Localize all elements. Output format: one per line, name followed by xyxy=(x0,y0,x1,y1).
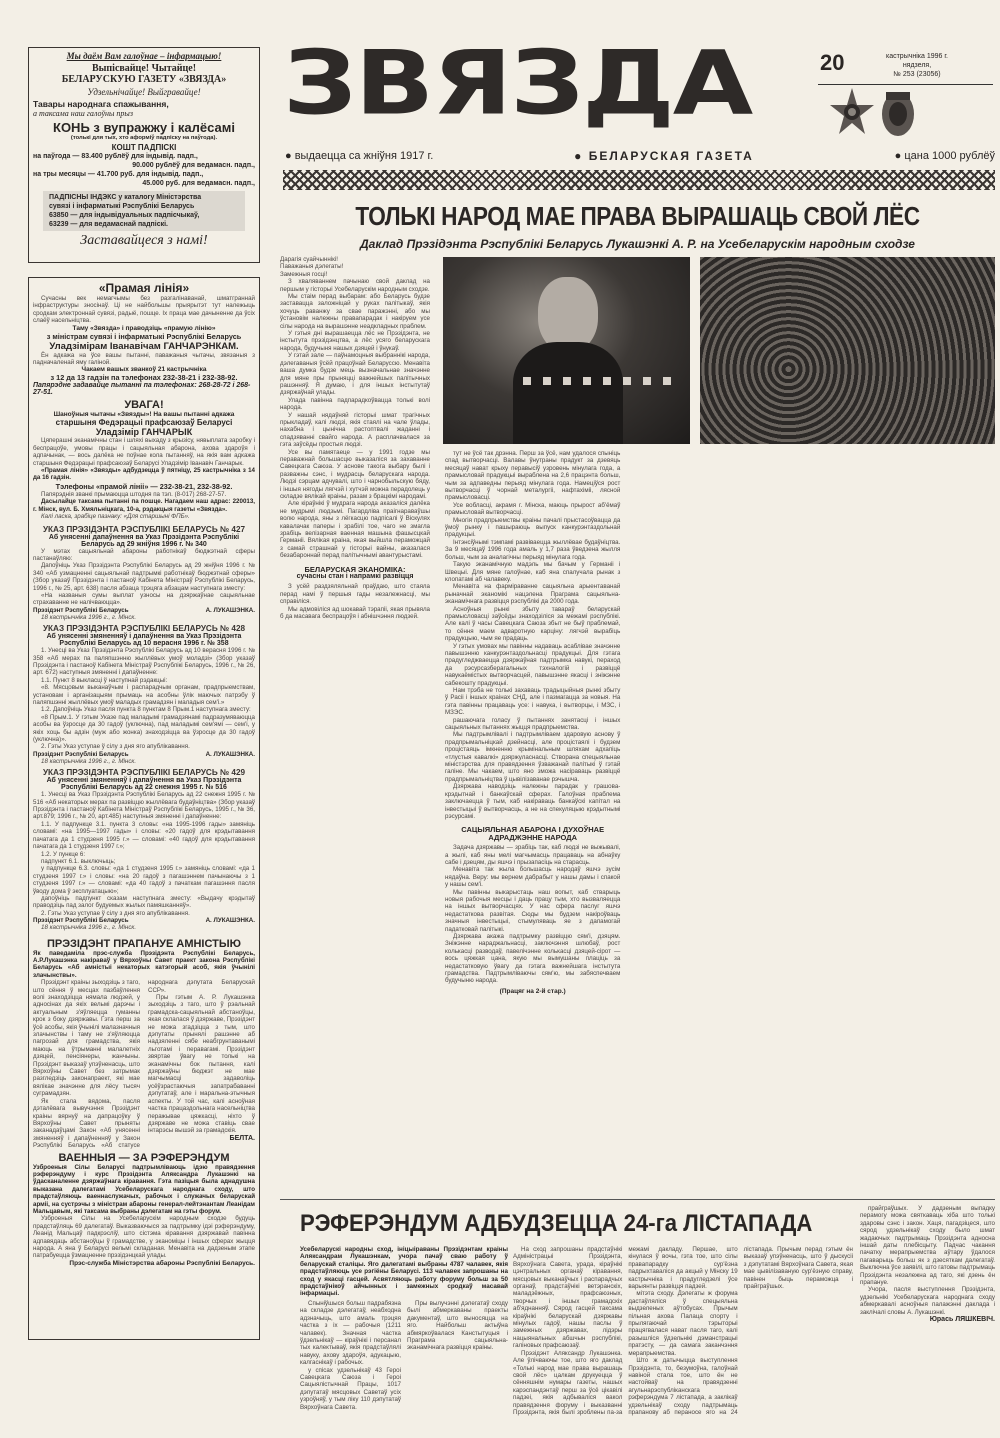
hotline-wait: Чакаем вашых званкоў 21 кастрычніка xyxy=(81,366,207,374)
referendum-para: На сход запрошаны прадстаўнікі Адміністрацыі Прэзідэнта, Вярхоўнага Савета, урада, кіраўнікі цэнтральных органаў кіравання, мясцовых выканаўчых і распарадчых органаў, прадстаўнікі ветэранскіх, маладзёжных, прафсаюзных, творчых і іншых грамадскіх аб'яднанняў. Сярод гасцей таксама кіраўнікі беларускай дзяржавы мінулых гадоў, нашы паслы ў замежных дзяржавах, лідэры нацыянальных абшчын рэспублікі, галіновых прафсаюзаў. xyxy=(513,1246,623,1350)
amnesty-para: Пры гэтым А. Р. Лукашэнка зыходзіць з таго, што ў рэальнай грамадска-сацыяльнай абстаноўцы, якая склалася ў дзяржаве, Прэзідэнт не можа згадзіцца з тым, што дэпутаты прынялі рашэнне аб надзяленні сябе неабгрунтаванымі льготамі і перавагамі. Прэзідэнт звяртае ўвагу не толькі на эканамічны бок пытання, калі дзяржаўны бюджэт не мае магчымасці задаволіць усёўзрастаючыя запатрабаванні дэпутатаў, але і маральна-этычныя аспекты. У той час, калі асноўная частка працаздольнага насельніцтва перажывае цяжкасці, ніхто ў дзяржаве не можа ставіць свае інтарэсы вышэй за грамадскія. xyxy=(148,994,255,1135)
masthead-logo: ЗВЯЗДА xyxy=(283,30,752,135)
hotline-title: «Прамая лінія» xyxy=(98,281,190,295)
article-para: Нам трэба не толькі захаваць традыцыйныя рынкі збыту ў Расіі і іншых краінах СНД, але і пазмагацца за новыя. На гэта павінны працаваць усе: і навука, і вытворцы, і МЗС, і МЗЭС. xyxy=(445,687,621,717)
social-heading: САЦЫЯЛЬНАЯ АБАРОНА І ДУХОЎНАЕ АДРАДЖЭННЕ НАРОДА xyxy=(461,825,605,842)
article-para: У гэтыя дні вырашаецца лёс не Прэзідэнта, не інстытута прэзідэнцтва, а лёс усяго беларускага народа, будучыня нашых дзяцей і ўнукаў. xyxy=(280,330,430,352)
tagline-founded-text: выдаецца са жніўня 1917 г. xyxy=(294,150,434,162)
index-line: 63850 — для індывідуальных падпісчыкаў, xyxy=(49,212,200,219)
subscription-participate: Удзельнічайце! Выйгравайце! xyxy=(87,87,201,97)
decree-para: 1.1. У падпункце 3.1. пункта 3 словы: «на 1995-1996 гады» замяніць словамі: «на 1995—1997 гады» і словы: «20 гадоў для крэдытавання пачатага да 1 студзеня 1995 г.» — словамі: «40 гадоў для крэдытавання пачатага да 1 студзеня 1997 г.»; xyxy=(33,820,255,851)
subscription-slogan: Мы даём Вам галоўнае – інфармацыю! xyxy=(66,51,222,61)
article-para: Многія прадпрыемствы краіны пачалі прыстасоўвацца да ўмоў рынку і пашыраюць выпуск канкурэнтаздольнай прадукцыі. xyxy=(445,516,621,539)
attention-l2: старшыня Федэрацыі прафсаюзаў Беларусі xyxy=(55,418,233,428)
cost-line: 45.000 руб. для ведамасн. падп., xyxy=(142,180,255,187)
decree-para: «8. Мясцовым выканаўчым і распарадчым органам, прадпрыемствам, установам і арганізацыям прымаць на асобны ўлік маючых патрэбу ў паляпшэнні жыллёвых умоў маладых грамадзян і маладыя сем'і.» xyxy=(33,684,255,706)
article-para: У гэтых умовах мы павінны надаваць асаблівае значэнне павышэнню канкурэнтаздольнасці прадукцыі. Для гэтага прадугледжваецца дзяржаўная падтрымка навукі, пераход да рэсурсазберагальных тэхналогій і развіццё навукаёмістых вытворчасцей, павышэнне якасці і зніжэнне сабекошту прадукцыі. xyxy=(445,642,621,687)
issue-number: № 253 (23056) xyxy=(893,71,941,78)
hotline-answer: Ён адкажа на ўсе вашы пытанні, паважаныя чытачы, звязаныя з падначаленай яму галіной. xyxy=(33,351,255,367)
referendum-para: Спыніўшыся больш падрабязна на складзе дэлегатаў, неабходна адзначыць, што амаль трэцяя частка з іх — рабочыя (1211 чалавек). Значная частка ўдзельнікаў — кіраўнікі і персанал тых калектываў, якія прадстаўлялі навуку, ахову здароўя, адукацыю, калгаснікаў і рабочых. xyxy=(300,1300,401,1367)
article-para: Задача дзяржавы — зрабіць так, каб людзі не выжывалі, а жылі, каб яны мелі магчымасць працаваць на абнаўку сабе і дзецям, ды яшчэ і прызапасіць на старасць. xyxy=(445,844,621,866)
decree-para: 2. Гэты Указ уступае ў сілу з дня яго апублікавання. xyxy=(41,909,190,917)
hotline-guest: Уладзімірам Іванавічам ГАНЧАРЭНКАМ. xyxy=(49,340,239,352)
referendum-para: Што ж датычыцца выступлення Прэзідэнта, то, безумоўна, галоўнай навіной стала тое, што ён не настойваў на правядзенні агульнарэспубліканскага рэферэндума 7 лістапада, а заклікаў удзельнікаў сходу падтрымаць прапанову аб пераносе яго на 24 лістапада. Прычым перад гэтым ён выказаў упэўненасць, што ў дыскусіі з дэпутатамі Вярхоўнага Савета, якая мае цывілізаваную сур'ёзную справу, павінен быць пераможца і прайграўшых. xyxy=(628,1246,853,1416)
subscription-paper: БЕЛАРУСКУЮ ГАЗЕТУ «ЗВЯЗДА» xyxy=(61,74,227,85)
decree-429 xyxy=(33,768,255,931)
article-para: Менавіта так жыла большасць народаў яшчэ зусім нядаўна. Веру: мы вернем дабрабыт у нашы дамы і спакой у нашы сем'і. xyxy=(445,866,621,889)
amnesty-para: Як стала вядома, пасля дэталёвага вывучэння Прэзідэнт краіны вярнуў на дапрацоўку ў Вярхоўны Савет прыняты заканадаўцамі Закон «Аб унясенні змяненняў і дапаўненняў у Закон Рэспублікі Беларусь «Аб статусе народнага дэпутата Беларускай ССР». xyxy=(33,979,255,1150)
section-divider xyxy=(280,1199,995,1200)
referendum-para: Учора, пасля выступлення Прэзідэнта, удзельнікі Усебеларускага народнага сходу абмеркавалі асноўныя палажэнні даклада і заклічалі словы А. Лукашэнкі. xyxy=(860,1286,995,1316)
continued-link[interactable]: (Працяг на 2-й стар.) xyxy=(499,987,566,995)
article-para: У гэтай зале — паўнамоцныя выбраннікі народа, дэлегаваныя ўсёй працоўнай Беларуссю. Менавіта ваша думка будзе мець вызначальнае значэнне для мяне пры прыняцці важнейшых палітычных рашэнняў. Я думаю, і для іншых інстытутаў дзяржаўнай улады. xyxy=(280,352,430,397)
article-para: Мы адмовіліся ад шокавай тэрапіі, якая прывяла б да масавага беспрацоўя і абнішчэння людзей. xyxy=(280,605,430,621)
left-info-box xyxy=(28,277,260,1340)
economy-subheading: сучасны стан і напрамкі развіцця xyxy=(296,573,414,581)
order-patriotic-war-icon xyxy=(830,88,874,138)
main-headline: ТОЛЬКІ НАРОД МАЕ ПРАВА ВЫРАШАЦЬ СВОЙ ЛЁС xyxy=(355,201,920,231)
index-line: ПАДПІСНЫ ІНДЭКС у каталогу Міністэрства xyxy=(49,194,202,201)
attention-text: Цяперашні эканамічны стан і шляхі выхаду з крызісу, нявыплата заробку і беспрацоўе, умовы працы і сацыяльная абарона, ахова здароўя і адпачынак, — вось далёка не поўнае кола пытанняў, на якія вам адкажа старшыня Федэрацыі прафсаюзаў Беларусі Уладзімір Іванавіч Ганчарык. xyxy=(33,437,255,467)
decree-para: Дапоўніць Указ Прэзідэнта Рэспублікі Беларусь ад 29 жніўня 1996 г. № 340 «Аб узмацненні сацыяльнай падтрымкі работнікаў бюджэтнай сферы» (Збор указаў Прэзідэнта і пастаноў Кабінета Міністраў Рэспублікі Беларусь, 1996 г., № 25, арт. 638) пасля абзаца трэцяга абзацам наступнага зместу: xyxy=(33,562,255,592)
ornament-band xyxy=(283,170,995,190)
referendum-para: у спісах удзельнікаў 43 Героі Савецкага Саюза і Героі Сацыялістычнай Працы, 1017 дэпутатаў мясцовых Саветаў усіх узроўняў, у тым ліку 110 дэпутатаў Вярхоўнага Савета. xyxy=(300,1366,401,1411)
attention-guest: Уладзімір ГАНЧАРЫК xyxy=(95,427,193,438)
signer-role: Прэзідэнт Рэспублікі Беларусь xyxy=(33,606,129,614)
article-para: Такую эканамічную мадэль мы бачым у Германіі і Швецыі. Для мяне галоўнае, каб яна спалучала рынак з клопатамі аб чалавеку. xyxy=(445,561,621,583)
hotline-advance: Папярэдне задавайце пытанні па тэлефонах: 268-28-72 і 268-27-51. xyxy=(33,382,251,397)
military-title: ВАЕННЫЯ — ЗА РЭФЕРЭНДУМ xyxy=(58,1151,230,1164)
military-article xyxy=(33,1152,255,1267)
signer-role: Прэзідэнт Рэспублікі Беларусь xyxy=(33,750,129,758)
cost-line: 90.000 рублёў для ведамасн. падп., xyxy=(132,162,255,169)
hotline-phones: з 12 да 13 гадзін па тэлефонах 232-38-21 і 232-38-92. xyxy=(50,373,238,383)
subscription-prize-note: (толькі для тых, хто аформіў падпіску на паўгода). xyxy=(70,135,218,141)
main-col1 xyxy=(280,256,430,1196)
decree-title: УКАЗ ПРЭЗІДЭНТА РЭСПУБЛІКІ БЕЛАРУСЬ № 428 xyxy=(42,624,246,634)
article-para: Інтэнсіўнымі тэмпамі развіваецца жыллёвае будаўніцтва. За 9 месяцаў 1996 года амаль у 1,7 раза ўведзена жылля больш, чым за аналагічны перыяд мінулага года. xyxy=(445,538,621,561)
attention-mail: Дасылайце таксама пытанні па пошце. Нагадаем наш адрас: 220013, г. Мінск, вул. Б. Хмяльніцкага, 10-а, рэдакцыя газеты «Звязда». xyxy=(33,498,255,513)
decree-para: 2. Гэты Указ уступае ў сілу з дня яго апублікавання. xyxy=(41,743,190,751)
main-subhead: Даклад Прэзідэнта Рэспублікі Беларусь Лукашэнкі А. Р. на Усебеларускім народным сходзе xyxy=(360,237,915,251)
article-para: Дзяржава наводзіць належны парадак у грашова-крэдытнай і банкаўскай сферах. Галоўная праблема заключаецца ў тым, каб накіраваць банкаўскі капітал на інвестыцыі ў вытворчасць, а не на спекуляцыю крэдытнымі рэсурсамі. xyxy=(445,783,621,820)
economy-heading: БЕЛАРУСКАЯ ЭКАНОМІКА: xyxy=(304,564,406,574)
referendum-col-1 xyxy=(300,1300,508,1420)
masthead-divider xyxy=(818,84,993,85)
subscription-prize-intro: а таксама наш галоўны прыз xyxy=(33,109,133,118)
decree-para: «8 Прым.1. У гэтым Указе пад маладымі грамадзянамі падразумяваюцца асобы ва ўзросце да 30 гадоў (уключна), пад маладымі сем'ямі — сем'і, у якіх хоць бы адзін (муж або жонка) знаходзіцца ва ўзросце да 30 гадоў (уключна)». xyxy=(33,713,255,744)
article-para: Улада павінна падпарадкоўвацца толькі волі народа. xyxy=(280,396,430,412)
article-para: Дзяржава акажа падтрымку развіццю сям'і, дзяцям. Зніжэнне нараджальнасці, заключэння шлюбаў, рост колькасці разводаў, павелічэнне колькасці дзяцей-сірот — вось цяжкая цана, якую мы вымушаны плаціць за недастатковую ўвагу да гэтага важнейшага інстытута грамадства. Падтрымліваючы сям'ю, мы забяспечваем будучыню народа. xyxy=(445,933,621,985)
signer: А. ЛУКАШЭНКА. xyxy=(205,750,255,758)
greeting: Замежныя госці! xyxy=(280,270,328,278)
dateline: 18 кастрычніка 1996 г., г. Мінск. xyxy=(41,613,137,621)
amnesty-lead: Як паведаміла прэс-служба Прэзідэнта Рэспублікі Беларусь, А.Р.Лукашэнка накіраваў у Вярхоўны Савет праект закона Рэспублікі Беларусь «Аб амністыі некаторых катэгорый асоб, якія ўчынілі злачынствы». xyxy=(33,949,255,979)
signer-role: Прэзідэнт Рэспублікі Беларусь xyxy=(33,917,129,925)
main-rest-columns xyxy=(445,450,995,1195)
attention-title: УВАГА! xyxy=(124,399,164,412)
article-para: Мы падтрымлівалі і падтрымліваем здаровую аснову ў прадпрымальніцкай дзейнасці, але процістаялі і будзем процістаяць імкненню крымінальным шляхам адхапіць «тлустыя кавалкі» дзяржуласнасці. Створана спецыяльнае міністэрства для правядзення ўзважанай палітыкі ў гэтай галіне. Мы чакаем, што яно зможа насіраваць развіццё прадпрымальніцтва ў цывілізаванае рэчышча. xyxy=(445,731,621,783)
tagline-founded: ● выдаецца са жніўня 1917 г. xyxy=(285,150,434,162)
tagline-price: ● цана 1000 рублёў xyxy=(894,150,995,162)
photo-president-speaking xyxy=(443,257,690,444)
decree-title: УКАЗ ПРЭЗІДЭНТА РЭСПУБЛІКІ БЕЛАРУСЬ № 427 xyxy=(42,524,246,534)
referendum-columns xyxy=(513,1246,853,1421)
decree-427 xyxy=(33,525,255,622)
referendum-last-col xyxy=(860,1205,995,1423)
issue-day: 20 xyxy=(820,50,845,75)
amnesty-title: ПРЭЗІДЭНТ ПРАПАНУЕ АМНІСТЫЮ xyxy=(47,937,241,950)
article-para: З усёй раздзяляльнай праўдаю, што стаяла перад намі ў першыя гады незалежнасці, мы справіліся. xyxy=(280,583,430,606)
article-para: Мы павінны выкарыстаць наш вопыт, каб стварыць новыя рабочыя месцы і даць працу тым, хто вызваляецца на іншых вытворчасцях. У нас сфера паслуг яшчэ недастаткова развітая. Сюды мы будзем накіроўваць значныя інвестыцыі, стымуляваць яе з дапамогай падатковай палітыкі. xyxy=(445,888,621,933)
tagline-price-text: цана 1000 рублёў xyxy=(904,150,995,162)
decree-para: «На названыя сумы выплат узносы на дзяржаўнае сацыяльнае страхаванне не налічваюцца». xyxy=(33,591,255,607)
referendum-lead: Усебеларускі народны сход, ініцыіраваны Прэзідэнтам краіны Аляксандрам Лукашэнкам, учора пачаў сваю работу ў беларускай сталіцы. Яго далегатамі выбраны 4787 чалавек, якія прадстаўляюць усе рэгіёны Беларусі. 113 чалавек запрошаны на сход у якасці гасцей. Асвятляюць работу форуму больш за 50 прадстаўнікоў айчынных і замежных сродкаў масавай інфармацыі. xyxy=(300,1246,508,1298)
tagline-paper-text: БЕЛАРУСКАЯ ГАЗЕТА xyxy=(588,149,754,163)
hotline-l1: Таму «Звязда» і праводзіць «прамую лінію» xyxy=(72,324,216,332)
subscription-prize: КОНЬ з вупражжу і калёсамі xyxy=(53,120,235,135)
attention-mark: Калі ласка, зрабіце пазнаку: «Для старшыні ФПБ». xyxy=(41,513,190,521)
article-para: Але кіраўнікі ў мудрага народа аказаліся далёка не мудрымі людзьмі. Пагардліва праігнараваўшы волю народа, яны з лёгкасцю падпісалі ў Віскулях кавалачак паперы і зрабілі тое, чаго не змагла зрабіць велізарная ваенная машына фашысцкай Германіі. Вялікая краіна, якая выйшла пераможцай з самай страшнай у гісторыі вайны, аказалася безабароннай перад палітычнымі авантурыстамі. xyxy=(280,500,430,560)
decree-subtitle: Аб унясенні змяненняў і дапаўнення ва Указ Прэзідэнта Рэспублікі Беларусь ад 10 верасня 1996 г. № 358 xyxy=(46,633,242,648)
article-para: тут не ўсё так дрэнна. Перш за ўсё, нам удалося спыніць спад вытворчасці. Валавы ўнутраны прадукт за дзевяць месяцаў нават крыху перавысіў узровень мінулага года, а прамысловай прадукцыі выраблена на 2,6 працэнта больш, чым за адпаведны перыяд мінулага года. Намеціўся рост вытворчасці ў чорнай металургіі, нафтахіміі, лясной прамысловасці. xyxy=(445,450,621,502)
decree-para: 1. Унесці ва Указ Прэзідэнта Рэспублікі Беларусь ад 10 верасня 1996 г. № 358 «Аб мерах па паляпшэнню жыллёвых умоў моладзі» (Збор указаў Прэзідэнта і пастаноў Кабінета Міністраў Рэспублікі Беларусь, 1996 г., № 26, арт. 672) наступныя змяненні і дапаўненне: xyxy=(33,647,255,677)
decree-para: падпункт 6.1. выключыць; xyxy=(41,857,116,865)
tagline-row xyxy=(285,149,995,163)
dateline: 18 кастрычніка 1996 г., г. Мінск. xyxy=(41,757,137,765)
signer: А. ЛУКАШЭНКА. xyxy=(205,917,255,925)
hotline-l2: з міністрам сувязі і інфарматыкі Рэспублікі Беларусь xyxy=(46,331,242,341)
article-para: Асноўныя рынкі збыту тавараў беларускай прамысловасці заўсёды знаходзіліся за межамі рэспублікі. Але калі ў часы Савецкага Саюза збыт не быў праблемай, то сёння маем адваротную карціну: лягчэй вырабіць прадукцыю, чым яе прадаць. xyxy=(445,605,621,643)
decree-para: у падпункце 6.3. словы: «да 1 студзеня 1995 г.» замяніць словамі: «да 1 студзеня 1997 г.» і словы: «на 20 гадоў з пагашэннем пачынаючы з 1 студзеня 1997 г.» — словамі: «да 40 гадоў з пачаткам пагашэння пасля ўводу дома ў эксплуатацыю»; xyxy=(33,865,255,895)
article-para: Усе вы памятаеце — у 1991 годзе мы пераважнай большасцю выказаліся за захаванне Савецкага Саюза. У аснове такога выбару былі і разважны сэнс, і мудрасць беларускага народа. Людзі сэрцам адчувалі, што і чарнобыльскую бяду, і іншыя нягоды лягчэй і хутчэй можна перадолець у складзе вялікай краіны, разам з брацкімі народамі. xyxy=(280,448,430,500)
decree-subtitle: Аб унясенні змяненняў і дапаўнення ва Указ Прэзідэнта Рэспублікі Беларусь ад 22 снежня 1995 г. № 516 xyxy=(46,777,242,792)
attention-phones: Тэлефоны «прамой лініі» — 232-38-21, 232-38-92. xyxy=(55,481,233,491)
signer: А. ЛУКАШЭНКА. xyxy=(205,606,255,614)
order-red-banner-icon xyxy=(880,88,916,138)
issue-info xyxy=(852,52,982,79)
military-lead: Узброеныя Сілы Беларусі падтрымліваюць ідэю правядзення рэферэндуму і курс Прэзідэнта Аляксандра Лукашэнкі на ўдасканаленне дзяржаўнага кіравання. Гэта пазіцыя была аднадушна выказана далегатамі Усебеларускага народнага сходу, што прадстаўляюць ваеннаслужачых, рабочых і служачых беларускай арміі, на сустрэчы з міністрам абароны генерал-лейтэнантам Леанідам Мальцавым, які таксама выбраны дэлегатам на гэты форум. xyxy=(33,1163,255,1215)
index-line: сувязі і інфарматыкі Рэспублікі Беларусь xyxy=(49,203,195,210)
decree-para: У мэтах сацыяльнай абароны работнікаў бюджэтнай сферы пастанаўляю: xyxy=(33,547,255,562)
dateline: 18 кастрычніка 1996 г., г. Мінск. xyxy=(41,924,137,932)
amnesty-source: БЕЛТА. xyxy=(229,1134,255,1142)
subscription-cost-title: КОШТ ПАДПІСКІ xyxy=(111,143,177,152)
article-para: Мы стаім перад выбарам: або Беларусь будзе заставацца заложніцай у руках палітыкаў, якія хочуць раванжу за свае паражэнні, або мы ўстановім належны правапарадак і накіруем усе сілы народа на вырашэнне неадкладных праблем. xyxy=(280,293,430,330)
article-para: Менавіта на фарміраванне сацыяльна арыентаванай рыначнай эканомікі нацэлена Праграма сацыяльна-эканамічнага развіцця рэспублікі да 2000 года. xyxy=(445,583,621,606)
hotline-intro: Сучасны век немагчымы без разгалінаванай, шматграннай інфраструктуры зносінаў. Ці не найбольшы прыярытэт тут належыць сродкам электроннай сувязі, радыё, пошце. Іх праца мае дачыненне да ўсіх слаёў насельніцтва. xyxy=(33,295,255,325)
decree-para: 1. Унесці ва Указ Прэзідэнта Рэспублікі Беларусь ад 22 снежня 1995 г. № 516 «Аб некаторых мерах па развіццю жыллёвага будаўніцтва» (Збор указаў Прэзідэнта і пастаноў Кабінета Міністраў Рэспублікі Беларусь, 1995 г., № 36, арт.879; 1996 г., № 20, арт.485) наступныя змяненні і дапаўненне: xyxy=(33,791,255,821)
article-para: У нашай нядаўняй гісторыі шмат трагічных прыкладаў, калі людзі, якія стаялі на чале ўлады, нахабна і цынічна растоптвалі жаданні і спадзяванні свайго народа. А расплачвалася за гэта заўсёды простыя людзі. xyxy=(280,411,430,449)
referendum-para: прайграўшых. У дадзеным выпадку перамогу можа святкаваць хіба што толькі здаровы сэнс і закон. Хаця, пагадзіцеся, што сярод удзельнікаў сходу было шмат жадаючых падтрымаць Прэзідэнта адносна іншай даты плебісцыту. Падчас чакання пачатку мерапрыемства аўтару ўдалося пагаварыць больш як з дзесяткам далегатаў. Выключна ўсе заявілі, што гатовы падтрымаць Прэзідэнта незалежна ад таго, які дзень ён прапануе. xyxy=(860,1205,995,1287)
subscription-call: Выпісвайце! Чытайце! xyxy=(91,63,197,74)
subscription-cost-list xyxy=(33,152,255,188)
referendum-para: мітэта сходу. Дэлегаты ж форума дастаўляліся ў спецыяльна выдзеленых аўтобусах. Прычым пільная ахова Палаца спорту і прылягаючай тэрыторыі працягвалася нават пасля таго, калі разышліся ўдзельнікі дэманстрацыі пратэсту, — да самага заканчэння мерапрыемства. xyxy=(628,1290,738,1357)
amnesty-article xyxy=(33,938,255,1150)
article-para: З хваляваннем пачынаю свой даклад на першым у гісторыі Усебеларускім народным сходзе. xyxy=(280,278,430,293)
decree-subtitle: Аб унясенні дапаўнення ва Указ Прэзідэнта Рэспублікі Беларусь ад 29 жніўня 1996 г. № 340 xyxy=(48,533,240,548)
attention-l1: Шаноўныя чытачы «Звязды»! На вашы пытанні адкажа xyxy=(53,411,235,419)
subscription-goods: Тавары народнага спажывання, xyxy=(33,99,169,109)
decree-para: 1.2. Дапоўніць Указ пасля пункта 8 пунктам 8 Прым.1 наступнага зместу: xyxy=(41,706,251,714)
greeting: Паважаныя дэлегаты! xyxy=(280,263,344,271)
issue-date: кастрычніка 1996 г. xyxy=(885,53,949,60)
subscription-index xyxy=(43,191,245,231)
decree-para: 1.2. У пункце 6: xyxy=(41,850,86,858)
decree-para: 1.1. Пункт 8 выкласці ў наступнай рэдакцыі: xyxy=(41,676,168,684)
attention-when: «Прамая лінія» «Звязды» адбудзецца ў пятніцу, 25 кастрычніка з 14 да 16 гадзін. xyxy=(33,467,255,482)
decree-para: дапоўніць падпункт сказам наступнага зместу: «Выдачу крэдытаў праводзіць пад залог будуемых жылых памяшканняў». xyxy=(33,894,255,910)
issue-weekday: нядзеля, xyxy=(902,62,932,69)
referendum-headline: РЭФЕРЭНДУМ АДБУДЗЕЦЦА 24-га ЛІСТАПАДА xyxy=(300,1210,813,1237)
military-text: Узброеныя Сілы на Усебеларускім народным сходзе будуць прадстаўляць 69 далегатаў. Выказваючыся за падтрымку ідэі рэферэндуму, Леанід Мальцаў падкрэсліў, што сістэма кіравання дзяржавай павінна адпавядаць абстаноўцы ў грамадстве, у эканоміцы і іншых сферах жыцця народа. А яна ў Беларусі вельмі складаная. Менавіта на дадзеным этапе патрабуецца ўзмацненне прэзідэнцкай улады. xyxy=(33,1215,255,1260)
decree-428 xyxy=(33,624,255,765)
greeting: Дарагія суайчыннікі! xyxy=(280,256,338,263)
tagline-paper: ● БЕЛАРУСКАЯ ГАЗЕТА xyxy=(574,149,754,163)
subscription-closing: Заставайцеся з намі! xyxy=(80,233,208,248)
referendum-author: Юрась ЛЯШКЕВІЧ. xyxy=(929,1316,995,1324)
decree-title: УКАЗ ПРЭЗІДЭНТА РЭСПУБЛІКІ БЕЛАРУСЬ № 429 xyxy=(42,768,246,778)
article-para: рашаючага голасу ў пытаннях занятасці і іншых сацыяльных пытаннях жыцця прадпрыемства. xyxy=(445,716,621,732)
photo-assembly-hall xyxy=(700,257,995,444)
index-line: 63239 — для ведамаснай падпіскі. xyxy=(49,221,168,228)
attention-advance: Папярэднія званкі прымаюцца штодня па тэл. (8-017) 268-27-57. xyxy=(41,490,227,498)
military-source: Прэс-служба Міністэрства абароны Рэспублікі Беларусь. xyxy=(69,1259,255,1267)
referendum-para: Пры вылучэнні дэлегатаў сходу былі абмеркаваны праекты дакументаў, што выносяцца на яго. Найбольш актыўна абмяркоўвалася Канстытуцыя і Праграма сацыяльна-эканамічнага развіцця краіны. xyxy=(407,1300,508,1352)
cost-line: на паўгода — 83.400 рублёў для індывід. падп., xyxy=(33,153,198,160)
subscription-box xyxy=(28,47,260,263)
amnesty-para: Прэзідэнт краіны зыходзіць з таго, што сёння ў месцах пазбаўлення волі знаходзіцца нямала людзей, у адносінах да якіх вельмі дарэчы і актуальным з'яўляецца гуманны крок з боку дзяржавы. Гэта перш за ўсё асобы, якія ўчынілі малазначныя злачынствы і таму не з'яўляюцца пагрозай для грамадства, якія маюць на ўтрыманні малалетніх дзяцей, пенсіянеры, жанчыны. Прэзідэнт выказаў упэўненасць, што Вярхоўны Савет без затрымак разгледзіць законапраект, які мае вялікае значэнне для лёсу тысяч суграмадзян. xyxy=(33,979,140,1098)
cost-line: на тры месяцы — 41.700 руб. для індывід. падп., xyxy=(33,171,204,178)
article-para: Усе вобласці, акрамя г. Мінска, маюць прырост аб'ёмаў прамысловай вытворчасці. xyxy=(445,501,621,517)
referendum-para: Прэзідэнт Аляксандр Лукашэнка. Але ўлічваючы тое, што яго даклад «Толькі народ мае права вырашаць свой лёс» цалкам друкуецца ў сённяшнім нумары газеты, нашых карэспандэнтаў перш за ўсё цікавілі падзеі, якія адбываліся вакол правядзення форуму і выказванні Прэзідэнта, якія былі зроблены па-за межамі дакладу. Першае, што кінулася ў вочы, гэта тое, што сілы правапарадку сур'ёзна падрыхтаваліся да акцый у Мінску 19 кастрычніка і прадугледзелі ўсе варыянты развіцця падзей. xyxy=(513,1246,738,1416)
